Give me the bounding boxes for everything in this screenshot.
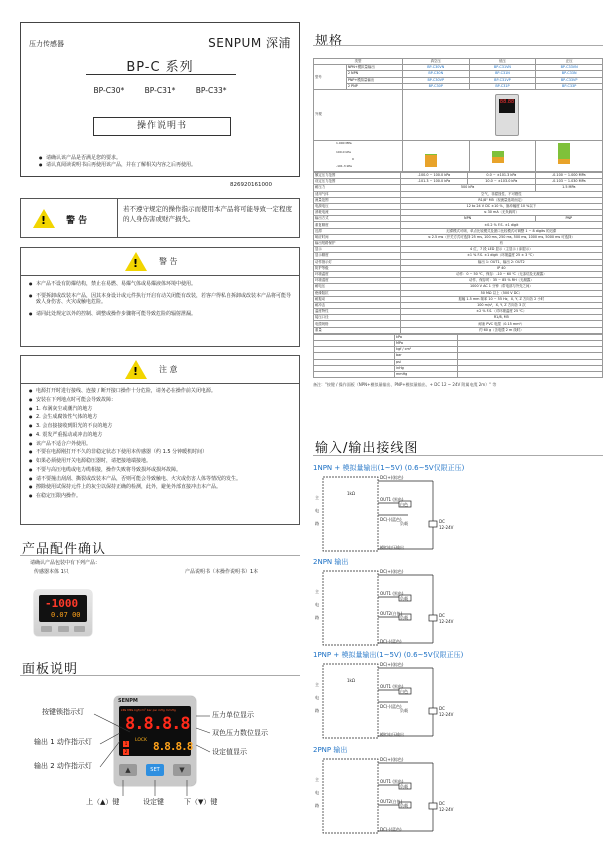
spec-row-value: 0.0 ~ ±101.3 kPa <box>468 172 535 178</box>
model-c30: BP-C30* <box>93 86 125 95</box>
cover-note: ● 请认真阅读说明书后再使用该产品，并在了解相关内容之后再使用。 <box>39 162 289 169</box>
main-circuit-label: 电 <box>315 602 319 607</box>
main-circuit-label: 电 <box>315 790 319 795</box>
caution-item: ● 1. 布满灰尘或潮汽的地方 <box>29 405 293 414</box>
spec-row-value: ±2 % F.S.（对环境温度 25 ℃） <box>400 309 602 315</box>
load-label: 负载 <box>400 615 408 620</box>
model-c33: BP-C33* <box>195 86 227 95</box>
caution-item: ● 4. 震发严重振动或冲击的地方 <box>29 431 293 440</box>
model-c31: BP-C31* <box>144 86 176 95</box>
model-cell: BP-C31N <box>469 71 536 77</box>
load-label: 负载 <box>400 803 408 808</box>
spec-row-value: -100.0 ~ 100.0 kPa <box>400 172 467 178</box>
wire-out1: OUT1 (黑色) <box>380 779 404 784</box>
spec-row-label: 环境温度 <box>314 271 401 277</box>
caution-item: ● 不要在电源刚打开不久的非稳定状态下使用本传感器（约 1.5 分钟暖机时间） <box>29 448 293 457</box>
spec-header: 低压 <box>469 59 536 65</box>
caution-item: ● 在稳定压限内操作。 <box>29 492 293 501</box>
sub-display: 8.8.8.8 <box>153 740 193 753</box>
callout-up-key: 上（▲）键 <box>86 798 120 806</box>
appearance-row <box>314 89 603 140</box>
resistor-label: 1kΩ <box>347 678 355 683</box>
product-type: 压力传感器 <box>29 40 64 48</box>
main-circuit-label: 电 <box>315 508 319 513</box>
wire-dc-plus: DC(+)(棕色) <box>380 757 404 762</box>
wire-label: DC(-)(蓝色) <box>380 639 402 644</box>
spec-row-value: 1.5 MPa <box>535 185 602 191</box>
model-row-name: NPN+模拟量输出 <box>346 65 402 71</box>
wiring-title: 2PNP 输出 <box>313 746 348 754</box>
model-cell: BP-C33VN <box>536 65 603 71</box>
unit-row-label: psi <box>395 359 458 365</box>
wire-dc-plus: DC(+)(棕色) <box>380 662 404 667</box>
doc-number: 826920161000 <box>230 182 272 188</box>
callout-out2-led: 输出 2 动作指示灯 <box>34 762 92 770</box>
wiring-diagram <box>313 662 463 742</box>
spec-row-value: 500 kPa <box>400 185 535 191</box>
wiring-lines <box>313 475 463 555</box>
load-label: 白色 <box>400 689 408 694</box>
unit-row-spacer <box>314 371 395 377</box>
wiring-lines <box>313 662 463 742</box>
appearance-label: 外观 <box>314 89 403 140</box>
spec-row-label: 重复精度 <box>314 222 401 228</box>
brand-name: SENPUM 深浦 <box>208 36 291 50</box>
cover-note: ● 请确认该产品是否满足您的要求。 <box>39 155 289 162</box>
callout-unit: 压力单位显示 <box>212 711 254 719</box>
spec-row-label: 动作指示灯 <box>314 259 401 265</box>
appearance-cell <box>402 89 602 140</box>
range-chart-row <box>314 140 603 171</box>
range-tick: -101.3 kPa <box>336 163 352 168</box>
load-label: 负载 <box>400 521 408 526</box>
spec-header: 真空压 <box>402 59 469 65</box>
caution-item: ● 不要与高压电缆或电力缆相接，操作失败将导致损坏或损坏故障。 <box>29 466 293 475</box>
model-cell: BP-C30N <box>402 71 469 77</box>
manual-title: 操作说明书 <box>136 121 187 131</box>
warning-section-icon: ! <box>125 252 147 271</box>
spec-row-value: 12 to 24 V DC ±10 %，脉冲幅度 10 %以下 <box>400 203 602 209</box>
sensor-photo-buttons <box>41 626 85 632</box>
model-label: 型号 <box>314 65 347 90</box>
spec-row-value: NPN <box>400 216 535 222</box>
spec-table <box>313 58 603 172</box>
caution-item: ● 如果必须使用开关电源稳压器时，请把接地端接地。 <box>29 457 293 466</box>
unit-row-label: kgf / cm² <box>395 347 458 353</box>
spec-rule <box>313 45 603 46</box>
caution-section <box>20 355 300 525</box>
spec-row-value: -0.100 ~ 1.000 MPa <box>535 172 602 178</box>
warning-section-rule <box>21 275 299 276</box>
callout-dual-display: 双色压力数位显示 <box>212 729 268 737</box>
supply-voltage: 12-24V <box>439 525 454 530</box>
spec-row-value: ±0.2 % F.S. ±1 digit <box>400 222 602 228</box>
unit-row <box>314 371 603 377</box>
model-cell: BP-C33N <box>536 71 603 77</box>
main-circuit-label: 主 <box>315 777 319 782</box>
range-bar-vacuum <box>402 140 469 171</box>
accessory-sensor: 传感器本体 1只 <box>34 569 69 575</box>
caution-item: ● 3. 会直接接收到阳光的不良的地方 <box>29 422 293 431</box>
unit-strip: kPa MPa kgf/cm² bar psi inHg mmHg <box>121 708 176 712</box>
spec-row-label: 绝缘阻抗 <box>314 290 401 296</box>
spec-row-value: 约 60 g（含电缆 2 m 线时） <box>400 327 602 333</box>
spec-row-label: 温度特性 <box>314 309 401 315</box>
wire-out1: OUT1 (黑色) <box>380 591 404 596</box>
out1-indicator: 1 <box>124 741 128 746</box>
wiring-diagram <box>313 569 463 649</box>
spec-row-value: 振幅 1.5 mm 频率 10 ~ 55 Hz，X, Y, Z 方向各 2 小时 <box>400 296 602 302</box>
spec-row-label: 环境湿度 <box>314 278 401 284</box>
range-bar-low <box>469 140 536 171</box>
range-bar-positive <box>536 140 603 171</box>
unit-row-label: kPa <box>395 334 458 340</box>
spec-row-value: IP 40 <box>400 265 602 271</box>
model-cell: BP-C33P <box>536 83 603 89</box>
main-circuit-label: 主 <box>315 682 319 687</box>
spec-row-label: 重量 <box>314 327 401 333</box>
spec-row <box>314 327 603 333</box>
wiring-diagram <box>313 757 463 837</box>
main-circuit-label: 路 <box>315 708 319 713</box>
caution-item: ● 安装在下列地点时可能会导致故障： <box>29 396 293 405</box>
warning-box <box>20 198 300 238</box>
sensor-photo <box>34 590 92 636</box>
range-tick: 1.000 MPa <box>336 140 352 145</box>
caution-item: ● 2. 会生成腐蚀性气体的地方 <box>29 413 293 422</box>
wiring-lines <box>313 757 463 837</box>
main-circuit-label: 路 <box>315 803 319 808</box>
main-circuit-label: 路 <box>315 615 319 620</box>
supply-label: DC <box>439 519 445 524</box>
spec-row-label: 额定压力范围 <box>314 172 401 178</box>
spec-row-label: 设定压力范围 <box>314 179 401 185</box>
spec-row-value: 4 位，7 段 LED 显示（主显示 / 副显示） <box>400 247 602 253</box>
spec-row-label: 耐电压 <box>314 284 401 290</box>
spec-row-value: 1000 V AC 1 分钟（带电部与外壳之间） <box>400 284 602 290</box>
supply-voltage: 12-24V <box>439 619 454 624</box>
wiring-lines <box>313 569 463 649</box>
spec-row-value: ≤ 30 mA（无负载时） <box>400 210 602 216</box>
callout-out1-led: 输出 1 动作指示灯 <box>34 738 92 746</box>
callout-setpoint: 设定值显示 <box>212 748 247 756</box>
wire-label: OUT2(白色) <box>380 799 403 804</box>
spec-row-value: ±1 % F.S. ±1 digit（环境温度 25 ± 3 ℃） <box>400 253 602 259</box>
set-key[interactable]: SET <box>146 764 164 776</box>
unit-row-label: mmHg <box>395 371 458 377</box>
spec-unit-table <box>313 334 603 378</box>
range-tick: 100.0 kPa <box>336 149 351 154</box>
supply-voltage: 12-24V <box>439 712 454 717</box>
unit-row-label: MPa <box>395 341 458 347</box>
caution-item: ● 电源打开时进行接线、连接 / 断开接口操作十分危险，请务必在操作前关闭电源。 <box>29 387 293 396</box>
callout-down-key: 下（▼）键 <box>184 798 218 806</box>
wire-label: 模拟电压输出 <box>380 545 404 550</box>
model-cell: BP-C30VN <box>402 65 469 71</box>
unit-row-cell <box>458 371 603 377</box>
spec-row-label: 输出短路保护 <box>314 241 401 247</box>
supply-voltage: 12-24V <box>439 807 454 812</box>
warning-list <box>29 281 291 317</box>
up-key[interactable]: ▲ <box>119 764 137 776</box>
spec-row-label: 接压口径 <box>314 315 401 321</box>
spec-row-value: 迟滞模式可调，单点比较模式及窗口比较模式可调整 1 ~ 8 digits 的迟滞 <box>400 228 602 234</box>
panel-brand: SENPM <box>118 698 138 704</box>
main-circuit-label: 路 <box>315 521 319 526</box>
spec-header: 类型 <box>314 59 403 65</box>
accessories-intro: 请确认产品包装中有下列产品： <box>30 560 101 566</box>
series-title: BP-C 系列 <box>126 60 194 75</box>
spec-row-label: 电源电压 <box>314 203 401 209</box>
panel-heading: 面板说明 <box>22 662 79 677</box>
main-display: 8.8.8.8 <box>125 714 190 734</box>
down-key[interactable]: ▼ <box>173 764 191 776</box>
warning-item: ● 不要拆卸或改装本产品，因其本身设计或元件执行开启有动关闭能有改装，若客户得私自拆卸或改装本产品将可能导致人身伤害、火灾或触电危险。 <box>29 293 291 306</box>
accessories-rule <box>20 555 300 556</box>
sensor-photo-sub: 0.07 00 <box>51 611 81 619</box>
range-axis-cell <box>314 140 403 171</box>
resistor-label: 1kΩ <box>347 491 355 496</box>
caution-rule <box>21 383 299 384</box>
warning-item: ● 请同此处规定以外的控制、调整或操作步骤将可能导致危险的辐射泄漏。 <box>29 311 291 318</box>
spec-row-label: 耐振动 <box>314 296 401 302</box>
spec-row-value: 100 m/s²，X, Y, Z 方向各 3 次 <box>400 302 602 308</box>
wiring-title: 1PNP + 模拟量输出(1~5V) (0.6~5V仅限正压) <box>313 651 464 659</box>
spec-row-value: 10.0 ~ ±103.0 kPa <box>468 179 535 185</box>
spec-row-value: 有 <box>400 241 602 247</box>
supply-label: DC <box>439 801 445 806</box>
wire-label: DC(-)(蓝色) <box>380 827 402 832</box>
caution-list <box>29 387 293 501</box>
wire-label: DC(-)(蓝色) <box>380 704 402 709</box>
warning-box-label: 警 告 <box>66 216 88 226</box>
warning-divider <box>117 199 118 237</box>
wire-label: DC(-)(蓝色) <box>380 517 402 522</box>
unit-row-label: bar <box>395 353 458 359</box>
model-list <box>21 86 299 95</box>
spec-row-value: -0.103 ~ 1.030 MPa <box>535 179 602 185</box>
supply-label: DC <box>439 613 445 618</box>
accessory-manual: 产品说明书（本操作说明书）1本 <box>185 569 259 575</box>
spec-row-label: 适用气体 <box>314 191 401 197</box>
spec-row-label: 响应时间 <box>314 234 401 240</box>
spec-row-label: 显示精度 <box>314 253 401 259</box>
sensor-photo-main: -1000 <box>45 597 79 610</box>
spec-row-label: 电缆规格 <box>314 321 401 327</box>
spec-row-value: R1/8, M5 <box>400 315 602 321</box>
load-label: 负载 <box>400 784 408 789</box>
model-cell: BP-C31VN <box>469 65 536 71</box>
spec-rows-table <box>313 172 603 334</box>
spec-row-value: 空气、非腐蚀性、不可燃性 <box>400 191 602 197</box>
appearance-device-image: 88.88 <box>495 94 519 136</box>
load-label: 负载 <box>400 596 408 601</box>
model-cell: BP-C30VP <box>402 77 469 83</box>
caution-icon: ! <box>125 360 147 379</box>
warning-section <box>20 247 300 347</box>
model-cell: BP-C33VP <box>536 77 603 83</box>
spec-row-label: 消耗电流 <box>314 210 401 216</box>
spec-row-label: 耐压力 <box>314 185 401 191</box>
wire-out1: OUT1 (黑色) <box>380 497 404 502</box>
series-underline <box>86 74 236 75</box>
spec-row-value: 动作：0 ~ 50 ℃，保存：-10 ~ 60 ℃（无冻结及无凝露） <box>400 271 602 277</box>
spec-row-value: PNP <box>535 216 602 222</box>
warning-section-title: 警 告 <box>159 257 178 266</box>
caution-title: 注 意 <box>159 365 178 374</box>
wire-dc-plus: DC(+)(棕色) <box>380 569 404 574</box>
spec-row-value: 输出 1: OUT1，输出 2: OUT2 <box>400 259 602 265</box>
wiring-rule <box>313 455 603 456</box>
warning-box-text: 若不遵守规定的操作指示而使用本产品将可能导致一定程度的人身伤害或财产损失。 <box>123 205 292 224</box>
main-circuit-label: 电 <box>315 695 319 700</box>
wiring-heading: 输入/输出接线图 <box>315 441 419 456</box>
model-row-name: 2 PNP <box>346 83 402 89</box>
sensor-photo-screen <box>39 595 87 622</box>
spec-header: 正压 <box>536 59 603 65</box>
load-label: 负载 <box>400 708 408 713</box>
accessories-heading: 产品配件确认 <box>22 542 107 557</box>
spec-row-value: -101.3 ~ 100.0 kPa <box>400 179 467 185</box>
main-circuit-label: 主 <box>315 589 319 594</box>
callout-set-key: 设定键 <box>143 798 164 806</box>
caution-item: ● 该产品不适合户外使用。 <box>29 440 293 449</box>
spec-row-value: 耐油 PVC 电缆（0.15 mm²） <box>400 321 602 327</box>
spec-table-wrap <box>313 58 603 387</box>
panel-device <box>114 696 196 786</box>
range-tick: 0 <box>352 156 354 161</box>
model-cell: BP-C30P <box>402 83 469 89</box>
spec-row-label: 输出方式 <box>314 216 401 222</box>
cover-notes <box>39 155 289 168</box>
panel-rule <box>20 675 300 676</box>
wiring-title: 2NPN 输出 <box>313 558 349 566</box>
warning-icon: ! <box>33 209 55 228</box>
spec-row-value: R1/8" M5（视流量选项而定） <box>400 197 602 203</box>
wiring-diagram <box>313 475 463 555</box>
wire-label: OUT2(白色) <box>380 611 403 616</box>
model-cell: BP-C31P <box>469 83 536 89</box>
wire-dc-plus: DC(+)(棕色) <box>380 475 404 480</box>
spec-row-label: 流量范围 <box>314 197 401 203</box>
spec-row-value: 动作、保存时：35 ~ 85 % RH（无凝露） <box>400 278 602 284</box>
wire-out1: OUT1 (黑色) <box>380 684 404 689</box>
spec-footnote: 备注："按键 / 操作面板（NPN+模拟量输出、PNP+模拟量输出、+ DC 12 ~ 24V 附属电缆 2m）" 等 <box>313 382 497 388</box>
spec-row-label: 显示 <box>314 247 401 253</box>
unit-row-label: inHg <box>395 365 458 371</box>
model-row-name: 2 NPN <box>346 71 402 77</box>
wiring-title: 1NPN + 模拟量输出(1~5V) (0.6~5V仅限正压) <box>313 464 465 472</box>
caution-item: ● 擦除使用试保持元件上的灰尘以保持正确的检测，此外，避免外部直接冲击本产品。 <box>29 483 293 492</box>
wire-label: 模拟电压输出 <box>380 732 404 737</box>
spec-row-value: ≤ 2.5 ms（开关方式可选择 25 ms, 100 ms, 250 ms, 500 ms, 1000 ms, 5000 ms 可选择） <box>400 234 602 240</box>
spec-heading: 规格 <box>315 34 344 49</box>
model-row-name: PNP+模拟量输出 <box>346 77 402 83</box>
spec-row-label: 防护等级 <box>314 265 401 271</box>
spec-row-value: 50 MΩ 以上（500 V DC） <box>400 290 602 296</box>
lock-label: LOCK <box>135 738 147 743</box>
callout-lock-led: 按键锁指示灯 <box>42 708 84 716</box>
spec-row-label: 耐冲击 <box>314 302 401 308</box>
warning-item: ● 本产品不设有防爆结构，禁止在易燃、易爆气体或易爆液体环境中使用。 <box>29 281 291 288</box>
load-label: 白色 <box>400 502 408 507</box>
caution-item: ● 请不要撞击刮刮、撕裂或改装本产品，否则可能会导致触电、火灾或伤害人体等情况的发生。 <box>29 475 293 484</box>
model-cell: BP-C31VP <box>469 77 536 83</box>
panel-screen <box>119 706 191 756</box>
cover-box <box>20 22 300 177</box>
spec-row-label: 迟滞 <box>314 228 401 234</box>
out2-indicator: 2 <box>124 749 128 754</box>
main-circuit-label: 主 <box>315 495 319 500</box>
supply-label: DC <box>439 706 445 711</box>
manual-title-box <box>93 117 231 136</box>
